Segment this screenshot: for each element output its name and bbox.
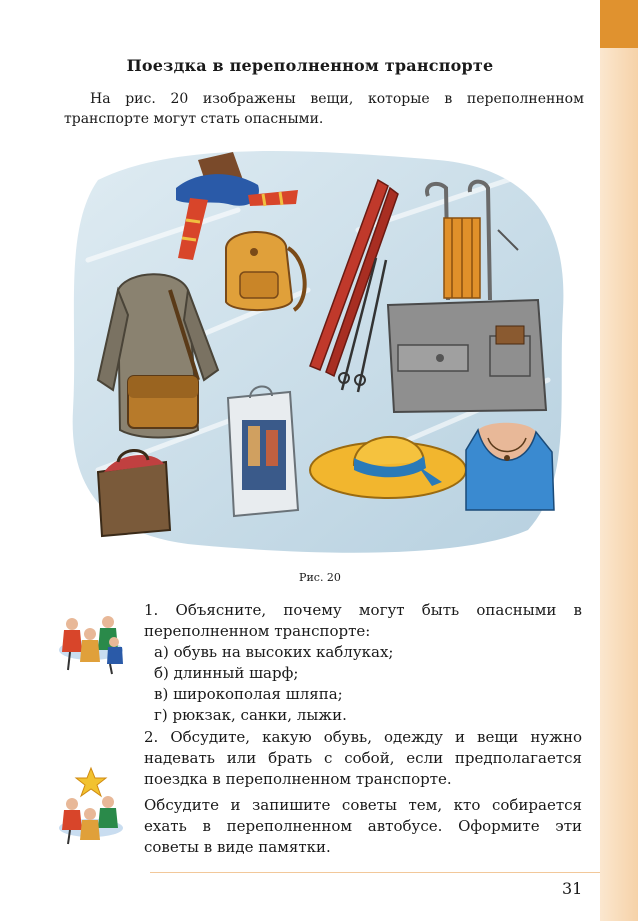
group-discussion-star-icon [50,766,132,848]
intro-paragraph: На рис. 20 изображены вещи, которые в переполненном транспорте могут стать опасными. [64,91,584,127]
question-1-item: г) рюкзак, санки, лыжи. [154,706,347,724]
question-1 [144,600,582,726]
figure-20-illustration [58,140,580,560]
question-1-number: 1. [144,601,159,619]
page-title: Поездка в переполненном транспорте [126,56,494,75]
question-1-text: Объясните, почему могут быть опасными в переполненном транспорте: [144,601,582,640]
question-3: Обсудите и запишите советы тем, кто собирается ехать в переполненном автобусе. Оформите эти советы в виде памятки. [144,796,582,856]
question-1-item: а) обувь на высоких каблуках; [154,643,394,661]
question-2-text: Обсудите, какую обувь, одежду и вещи нужно надевать или брать с собой, если предполагается поездка в переполненном транспорте. [144,728,582,788]
question-1-item: б) длинный шарф; [154,664,299,682]
question-2 [144,727,582,790]
shopping-bag-icon [228,386,298,516]
question-1-prompt [144,600,582,642]
chapter-tab [600,0,638,48]
star-icon [76,768,106,796]
question-1-item: в) широкополая шляпа; [154,685,343,703]
figure-caption: Рис. 20 [299,571,341,584]
question-2-number: 2. [144,728,159,746]
jacket-pocket-icon [388,300,546,412]
page-side-band [600,0,638,921]
group-discussion-icon [50,600,132,682]
page-number: 31 [562,879,583,898]
footer-rule [150,872,600,873]
